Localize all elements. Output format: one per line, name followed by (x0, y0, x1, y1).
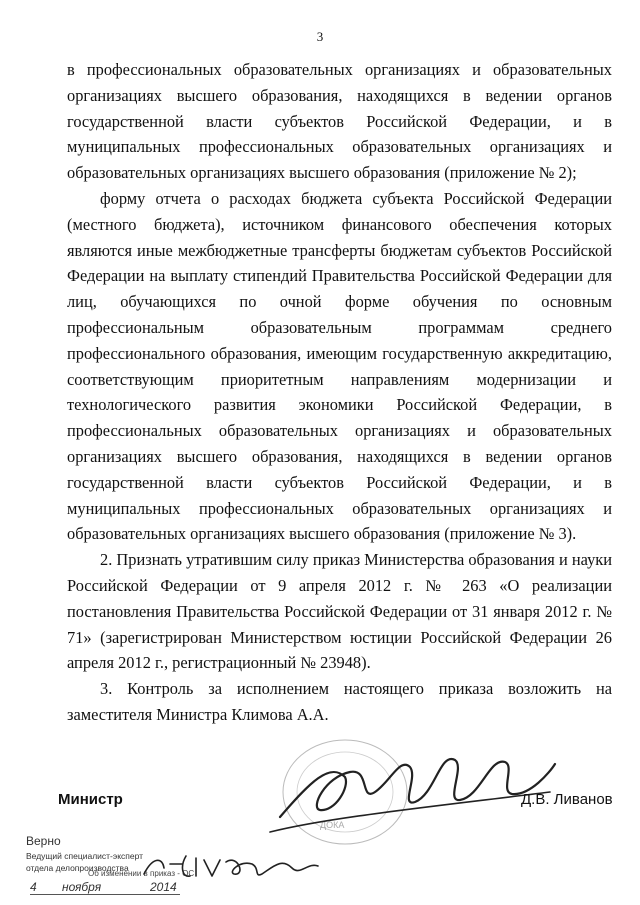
certification-date-day: 4 (30, 880, 37, 894)
minister-title: Министр (58, 791, 123, 808)
paragraph-continuation: в профессиональных образовательных организациях и образовательных организациях высшего образования, находящихся в ведении органов государственной власти субъектов Российской Федерации, и в муниципальных профессиональных образовательных организациях и образовательных организациях высшего образования (приложение № 2); (67, 60, 612, 183)
certification-date-month: ноября (62, 880, 102, 894)
certification-position-line2: отдела делопроизводства (26, 863, 129, 873)
certification-stamp-text: Об изменении в приказ - ОС (88, 869, 195, 878)
document-body (67, 57, 612, 728)
minister-name: Д.В. Ливанов (521, 791, 613, 808)
certification-date (30, 880, 180, 900)
certification-date-underline (30, 894, 180, 895)
certification-position-line1: Ведущий специалист-эксперт (26, 851, 144, 861)
certification-block (26, 834, 143, 874)
minister-signature-graphic (250, 722, 560, 852)
paragraph-item-2: 2. Признать утратившим силу приказ Министерства образования и науки Российской Федерации от 9 апреля 2012 г. № 263 «О реализации постановления Правительства Российской Федерации от 31 января 2012 г. № 71» (зарегистрирован Министерством юстиции Российской Федерации 26 апреля 2012 г., регистрационный № 23948). (67, 550, 612, 673)
certification-verno: Верно (26, 834, 61, 848)
svg-text:ДОКА: ДОКА (320, 820, 345, 830)
paragraph-item-3: 3. Контроль за исполнением настоящего приказа возложить на заместителя Министра Климова А.А. (67, 679, 612, 724)
page-number: 3 (316, 29, 324, 44)
paragraph-report-form: форму отчета о расходах бюджета субъекта Российской Федерации (местного бюджета), источником финансового обеспечения которых являются иные межбюджетные трансферты бюджетам субъектов Российской Федерации на выплату стипендий Правительства Российской Федерации для лиц, обучающихся по очной форме обучения по основным профессиональным образовательным программам среднего профессионального образования, имеющим государственную аккредитацию, соответствующим приоритетным направлениям модернизации и технологического развития экономики Российской Федерации, в профессиональных образовательных организациях и образовательных организациях высшего образования, находящихся в ведении органов государственной власти субъектов Российской Федерации, и в муниципальных профессиональных образовательных организациях и образовательных организациях высшего образования (приложение № 3). (67, 188, 612, 544)
certification-date-year: 2014 (150, 880, 177, 894)
